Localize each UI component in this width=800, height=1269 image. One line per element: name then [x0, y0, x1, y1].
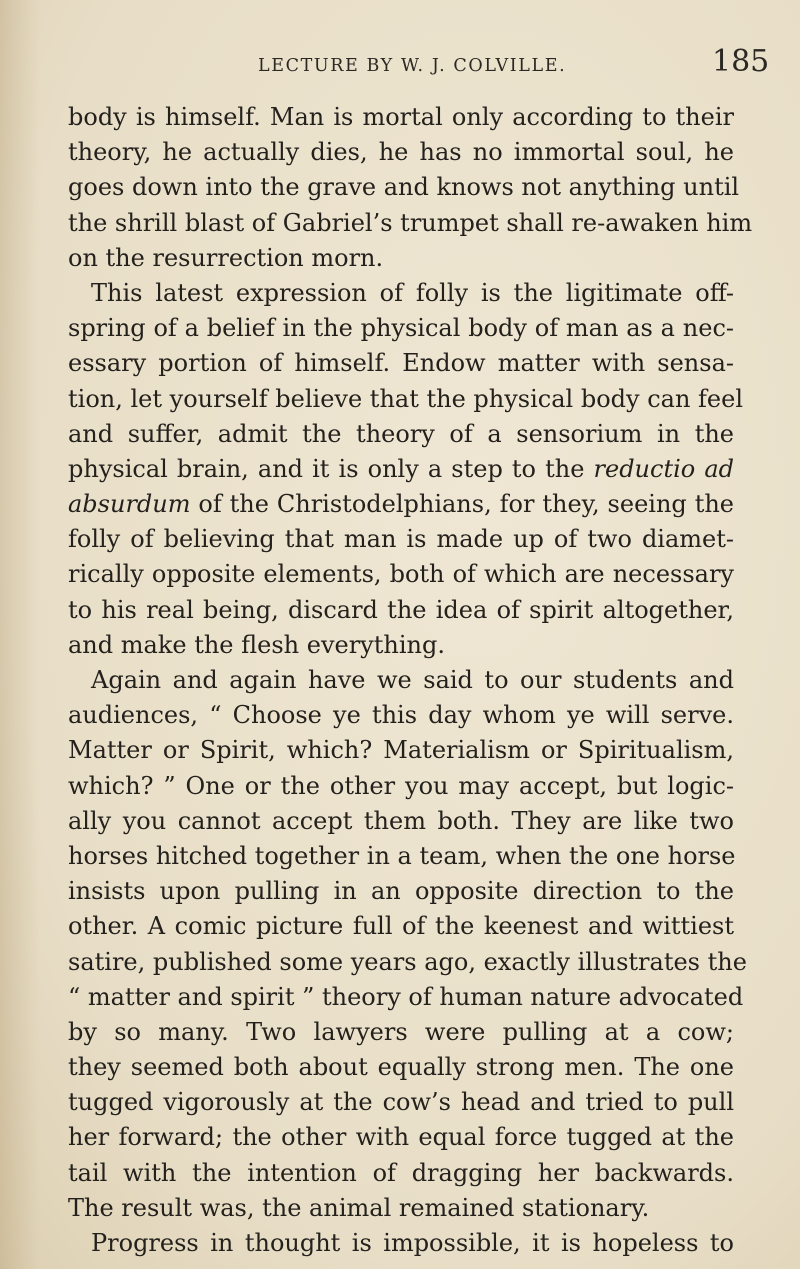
text-line: This latest expression of folly is the ligitimate off- — [91, 278, 734, 307]
text-line: spring of a belief in the physical body of man as a nec- — [68, 314, 734, 343]
text-line: and suffer, admit the theory of a sensorium in the — [68, 419, 734, 448]
text-line: audiences, “ Choose ye this day whom ye will serve. — [68, 701, 734, 730]
text-line: and make the flesh everything. — [68, 630, 445, 659]
text-line: to his real being, discard the idea of spirit altogether, — [68, 595, 734, 624]
text-line: body is himself. Man is mortal only according to their — [68, 103, 734, 131]
italic-phrase: reductio ad — [593, 454, 734, 483]
text-line: essary portion of himself. Endow matter with sensa- — [68, 349, 734, 378]
text-line: tion, let yourself believe that the physical body can feel — [68, 384, 743, 413]
text-line: Again and again have we said to our students and — [91, 666, 734, 694]
text-line: on the resurrection morn. — [68, 243, 384, 272]
italic-phrase: absurdum — [68, 490, 191, 519]
text-line: Matter or Spirit, which? Materialism or Spiritualism, — [68, 736, 734, 765]
text-line: “ matter and spirit ” theory of human nature advocated — [68, 982, 744, 1011]
text-line: her forward; the other with equal force tugged at the — [68, 1123, 734, 1152]
text-line: horses hitched together in a team, when the one horse — [68, 841, 736, 870]
page-number: 185 — [712, 44, 770, 79]
text-line: satire, published some years ago, exactly illustrates the — [68, 947, 747, 976]
text-line: insists upon pulling in an opposite direction to the — [68, 877, 734, 906]
text-line: The result was, the animal remained stationary. — [68, 1193, 650, 1222]
text-line: rically opposite elements, both of which are necessary — [68, 560, 734, 589]
text-line: tail with the intention of dragging her backwards. — [68, 1158, 734, 1187]
text-segment: of the Christodelphians, for they, seeing the — [198, 490, 734, 519]
text-line: by so many. Two lawyers were pulling at a cow; — [68, 1017, 734, 1046]
text-line: tugged vigorously at the cow’s head and tried to pull — [68, 1088, 734, 1117]
text-line: folly of believing that man is made up of two diamet- — [68, 525, 734, 554]
text-line: which? ” One or the other you may accept, but logic- — [68, 771, 734, 800]
text-line: the shrill blast of Gabriel’s trumpet shall re-awaken him — [68, 208, 753, 237]
text-segment: physical brain, and it is only a step to the — [68, 454, 585, 483]
text-line — [68, 487, 734, 522]
text-line: other. A comic picture full of the keenest and wittiest — [68, 912, 734, 941]
text-line: Progress in thought is impossible, it is hopeless to — [91, 1229, 734, 1257]
text-line — [68, 452, 734, 487]
text-line: goes down into the grave and knows not anything until — [68, 173, 740, 202]
text-line: ally you cannot accept them both. They are like two — [68, 806, 734, 835]
text-line: theory, he actually dies, he has no immortal soul, he — [68, 138, 734, 167]
text-line: they seemed both about equally strong men. The one — [68, 1053, 734, 1082]
body-text — [68, 100, 753, 1261]
running-head: LECTURE BY W. J. COLVILLE. — [258, 56, 567, 76]
page-header — [0, 42, 800, 92]
